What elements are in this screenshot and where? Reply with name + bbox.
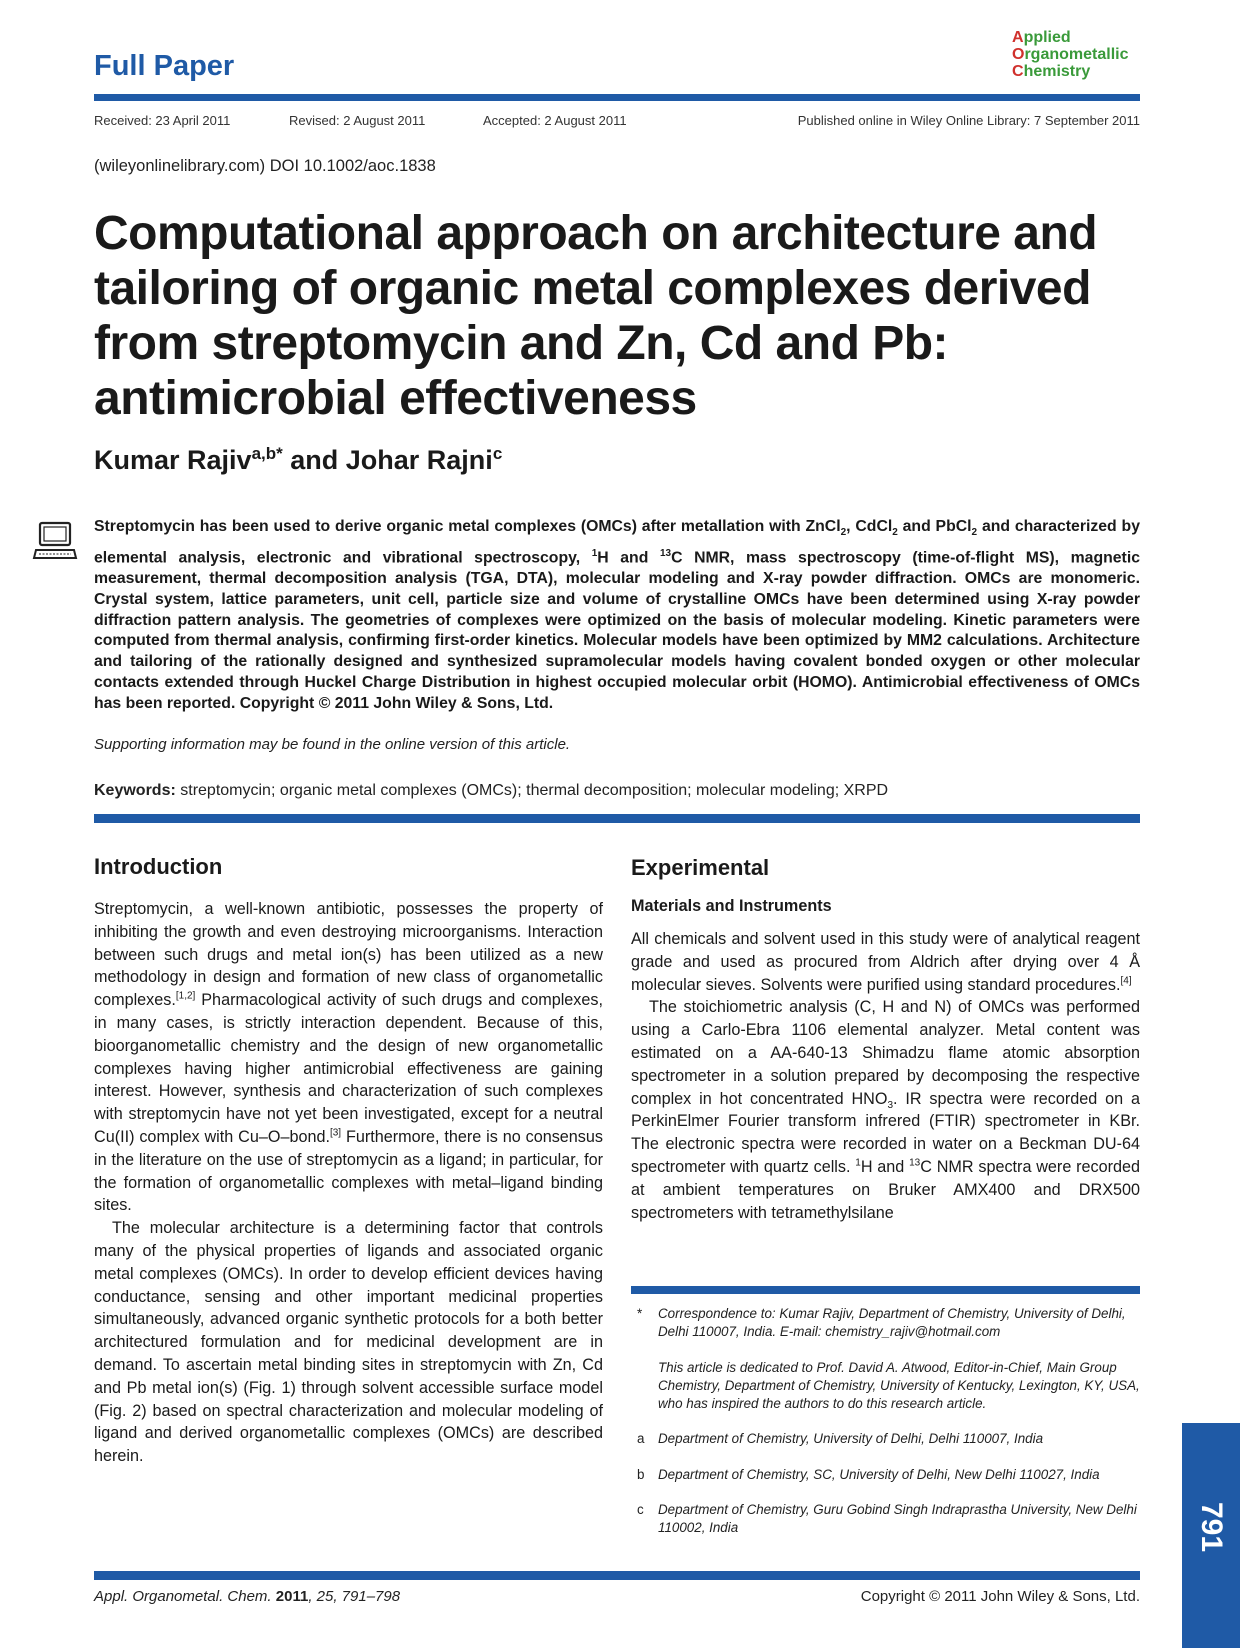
introduction-body <box>94 898 603 1468</box>
keywords-text: streptomycin; organic metal complexes (OMCs); thermal decomposition; molecular modeling; XRPD <box>175 782 889 799</box>
author-1-affiliation: a,b* <box>251 444 283 463</box>
affiliation-b: b Department of Chemistry, SC, University of Delhi, New Delhi 110027, India <box>637 1466 1100 1482</box>
author-list: Kumar Rajiv$^{a,b*}$ and Johar Rajni$^c$ <box>94 444 503 475</box>
exp-paragraph-1: All chemicals and solvent used in this study were of analytical reagent grade and used as procured from Aldrich after drying over 4 Å molecular sieves. Solvents were purified using standard procedures.[4] <box>631 930 1140 994</box>
citation-ref[interactable]: [4] <box>1120 975 1132 987</box>
author-2[interactable]: Johar Rajni <box>345 445 493 475</box>
received-date: Received: 23 April 2011 <box>94 113 231 128</box>
article-title: Computational approach on architecture and tailoring of organic metal complexes derived from streptomycin and Zn, Cd and Pb: antimicrobial effectiveness <box>94 207 1098 425</box>
logo-line-2: Organometallic <box>1012 46 1129 63</box>
revised-date: Revised: 2 August 2011 <box>289 113 426 128</box>
correspondence-footnote: * Correspondence to: Kumar Rajiv, Department of Chemistry, University of Delhi, Delhi 110007, India. E-mail: chemistry_rajiv@hotmail.com <box>637 1306 1126 1340</box>
logo-line-1: Applied <box>1012 29 1071 46</box>
citation-ref[interactable]: [3] <box>329 1127 342 1139</box>
author-1[interactable]: Kumar Rajiv <box>94 445 252 475</box>
introduction-heading: Introduction <box>94 854 223 879</box>
footnote-rule <box>631 1286 1140 1294</box>
experimental-heading: Experimental <box>631 855 770 880</box>
logo-line-3: Chemistry <box>1012 63 1091 80</box>
keywords <box>94 782 1140 800</box>
supporting-info-note: Supporting information may be found in the online version of this article. <box>94 736 571 753</box>
abstract-rule <box>94 814 1140 823</box>
footer-copyright: Copyright © 2011 John Wiley & Sons, Ltd. <box>860 1588 1140 1605</box>
journal-citation: Appl. Organometal. Chem. 2011, 25, 791–798 <box>94 1588 401 1605</box>
author-2-affiliation: c <box>492 444 503 463</box>
accepted-date: Accepted: 2 August 2011 <box>483 113 627 128</box>
keywords-label: Keywords: <box>94 782 176 799</box>
intro-paragraph-2: The molecular architecture is a determining factor that controls many of the physical properties of ligands and associated organic metal complexes (OMCs). In order to develop efficient devices having conductance, sensing and other important medicinal properties simultaneously, advanced organic synthetic protocols for a both better architectured formulation and for medicinal development are in demand. To ascertain metal binding sites in streptomycin with Zn, Cd and Pb metal ion(s) (Fig. 1) through solvent accessible surface model (Fig. 2) based on spectral characterization and molecular modeling of ligand and derived organometallic complexes (OMCs) are described herein. <box>94 1219 603 1466</box>
published-date: Published online in Wiley Online Library: 7 September 2011 <box>797 113 1140 128</box>
copyright-symbol: © <box>318 694 331 712</box>
doi-line[interactable]: (wileyonlinelibrary.com) DOI 10.1002/aoc.1838 <box>94 157 436 175</box>
materials-subheading: Materials and Instruments <box>631 897 832 915</box>
affiliation-c: c Department of Chemistry, Guru Gobind Singh Indraprastha University, New Delhi 110002, India <box>637 1502 1137 1536</box>
dedication-footnote: This article is dedicated to Prof. David A. Atwood, Editor-in-Chief, Main Group Chemistry, Department of Chemistry, University of Kentucky, Lexington, KY, USA, who has inspired the authors to do this research article. <box>658 1359 1140 1412</box>
footer-rule <box>94 1571 1140 1580</box>
affiliation-a: a Department of Chemistry, University of Delhi, Delhi 110007, India <box>637 1431 1044 1447</box>
exp-paragraph-2: The stoichiometric analysis (C, H and N) of OMCs was performed using a Carlo-Ebra 1106 elemental analyzer. Metal content was estimated on a AA-640-13 Shimadzu flame atomic absorption spectrometer in a solution prepared by decomposing the respective complex in hot concentrated $HNO_3$. IR spectra were recorded on a PerkinElmer Fourier transform infrered (FTIR) spectrometer in KBr. The electronic spectra were recorded in water on a Beckman DU-64 spectrometer with quartz cells. $^1$H and $^{13}$C NMR spectra were recorded at ambient temperatures on Bruker AMX400 and DRX500 spectrometers with tetramethylsilane <box>631 998 1140 1222</box>
page-number: 791 <box>1195 1502 1228 1553</box>
journal-logo <box>1012 29 1152 80</box>
experimental-body <box>631 928 1140 1224</box>
intro-paragraph-1: Streptomycin, a well-known antibiotic, possesses the property of inhibiting the growth and even destroying microorganisms. Interaction between such drugs and metal ion(s) has been utilized as a new methodology in design and formation of new class of organometallic complexes.[1,2] Pharmacological activity of such drugs and complexes, in many cases, is strictly interaction dependent. Because of this, bioorganometallic chemistry and the design of new organometallic complexes having higher antimicrobial effectiveness are gaining interest. However, synthesis and characterization of such complexes with streptomycin have not yet been investigated, except for a neutral Cu(II) complex with Cu–O–bond.[3] Furthermore, there is no consensus in the literature on the use of streptomycin as a ligand; in particular, for the formation of organometallic complexes with metal–ligand binding sites. <box>94 900 603 1215</box>
section-type-label: Full Paper <box>94 50 235 82</box>
abstract: Streptomycin has been used to derive organic metal complexes (OMCs) after metallation with ZnCl$_2$, CdCl$_2$ and PbCl$_2$ and characterized by elemental analysis, electronic and vibrational spectroscopy, $^1$H and $^{13}$C NMR, mass spectroscopy (time-of-flight MS), magnetic measurement, thermal decomposition analysis (TGA, DTA), molecular modeling and X-ray powder diffraction. OMCs are monomeric. Crystal system, lattice parameters, unit cell, particle size and volume of crystalline OMCs have been determined using X-ray powder diffraction pattern analysis. The geometries of complexes were optimized on the basis of molecular modeling. Kinetic parameters were computed from thermal analysis, confirming first-order kinetics. Molecular models have been optimized by MM2 calculations. Architecture and tailoring of the rationally designed and synthesized supramolecular models having covalent bonded oxygen or other molecular contacts extended through Huckel Charge Distribution in highest occupied molecular orbit (HOMO). Antimicrobial effectiveness of OMCs has been reported. Copyright © 2011 John Wiley & Sons, Ltd. <box>94 518 1140 712</box>
laptop-icon[interactable] <box>32 520 78 564</box>
header-rule <box>94 94 1140 101</box>
footnotes <box>631 1305 1140 1555</box>
citation-ref[interactable]: [1,2] <box>175 990 196 1002</box>
